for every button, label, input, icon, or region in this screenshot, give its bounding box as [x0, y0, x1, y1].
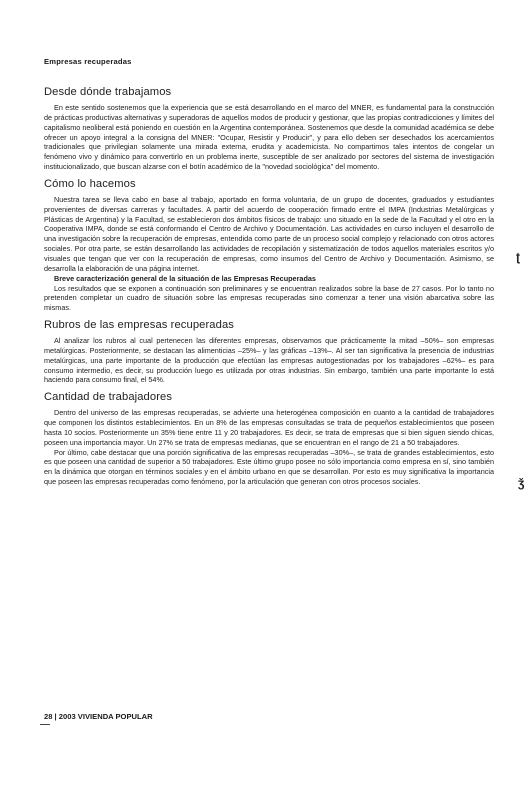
section-heading: Desde dónde trabajamos: [44, 86, 172, 98]
page-footer: 28 | 2003 VIVIENDA POPULAR: [44, 712, 153, 721]
section-como-lo-hacemos: [44, 178, 494, 313]
paragraph: En este sentido sostenemos que la experiencia que se está desarrollando en el marco del MNER, es fundamental para la construcción de prácticas productivas alternativas y superadoras de aquellos modos de producir y gestionar, que las propias contradicciones y límites del capitalismo neoliberal está poniendo en cuestión en la Argentina contemporánea. Sostenemos que desde la comunidad académica se debe ofrecer un apoyo integral a la consigna del MNER: "Ocupar, Resistir y Producir", y para ello deben ser desechados los acercamientos tradicionales que privilegian solamente una mirada externa, erudita y academicista. No compartimos tales intentos de congelar un fenómeno vivo y dinámico para convertirlo en un problema inerte, susceptible de ser analizado por sectores del sistema de investigación institucionalizado, que buscan alzarse con el botín académico de la "novedad sociológica" del momento.: [44, 103, 494, 172]
paragraph: Dentro del universo de las empresas recuperadas, se advierte una heterogénea composición en cuanto a la cantidad de trabajadores que componen los distintos establecimientos. En un 8% de las empresas consultadas se trata de pequeños establecimientos que poseen hasta 10 socios. Posteriormente un 35% tiene entre 11 y 20 trabajadores. Es decir, se trata de empresas que si bien siguen siendo chicas, poseen una importancia mayor. Un 27% se trata de empresas medianas, que se encuentran en el rango de 21 a 50 trabajadores.: [44, 408, 494, 447]
paragraph: Nuestra tarea se lleva cabo en base al trabajo, aportado en forma voluntaria, de un grupo de docentes, graduados y estudiantes provenientes de diversas carreras y facultades. A partir del acuerdo de cooperación firmado entre el IMPA (Industrias Metalúrgicas y Plásticas de Argentina) y la Facultad, se establecieron dos ámbitos físicos de trabajo: uno situado en la sede de la Facultad y el otro en la Cooperativa IMPA, donde se está conformando el Centro de Archivo y Documentación. Las actividades en curso incluyen el desarrollo de una investigación sobre la recuperación de empresas, entendida como parte de un proceso social complejo y relacionado con otros actores sociales. Por otra parte, se están desarrollando las actividades de recopilación y sistematización de todos aquellos materiales escritos y/o visuales que tengan que ver con la recuperación de empresas, como insumos del Centro de Archivo y Documentación. Asimismo, se desarrolla la elaboración de una página internet.: [44, 194, 494, 273]
section-rubros: [44, 319, 494, 385]
margin-mark: ʈ: [516, 250, 520, 264]
section-heading: Rubros de las empresas recuperadas: [44, 319, 234, 332]
section-heading: Cómo lo hacemos: [44, 177, 136, 190]
subsection-title: Breve caracterización general de la situación de las Empresas Recuperadas: [54, 273, 316, 283]
section-cantidad: [44, 391, 494, 487]
paragraph: Al analizar los rubros al cual pertenecen las diferentes empresas, observamos que prácticamente la mitad –50%– son empresas metalúrgicas. Posteriormente, se destacan las alimenticias –25%– y las gráficas –13%–. Al ser tan significativa la presencia de industrias metalúrgicas, una parte importante de la producción que efectúan las empresas autogestionadas por los trabajadores –62%– es para consumo intermedio, es decir, su producción luego es utilizada por otras industrias. Sin embargo, también una parte importante lo está haciendo para consumo final, el 54%.: [44, 336, 494, 385]
section-desde-donde: [44, 86, 494, 172]
section-heading: Cantidad de trabajadores: [44, 391, 173, 404]
margin-mark: ǯ: [518, 476, 525, 490]
paragraph: Por último, cabe destacar que una porción significativa de las empresas recuperadas –30%–, se trata de grandes establecimientos, esto es que poseen una cantidad de superior a 50 trabajadores. Este último grupo posee no sólo importancia como empresa en sí, sino también en la dinámica que otorgan en términos sociales y en el ámbito urbano en que se desarrollan. Por esto es muy significativa la importancia que poseen las empresas recuperadas como fenómeno, por la articulación que generan con otros procesos sociales.: [44, 447, 494, 487]
paragraph: Los resultados que se exponen a continuación son preliminares y se encuentran realizados sobre la base de 27 casos. Por lo tanto no pretenden completar un cuadro de situación sobre las empresas recuperadas sino comenzar a tener una visión abarcativa sobre las mismas.: [44, 283, 494, 313]
page-body: [44, 86, 494, 493]
footer-rule: [40, 724, 50, 725]
running-header: Empresas recuperadas: [44, 57, 132, 66]
